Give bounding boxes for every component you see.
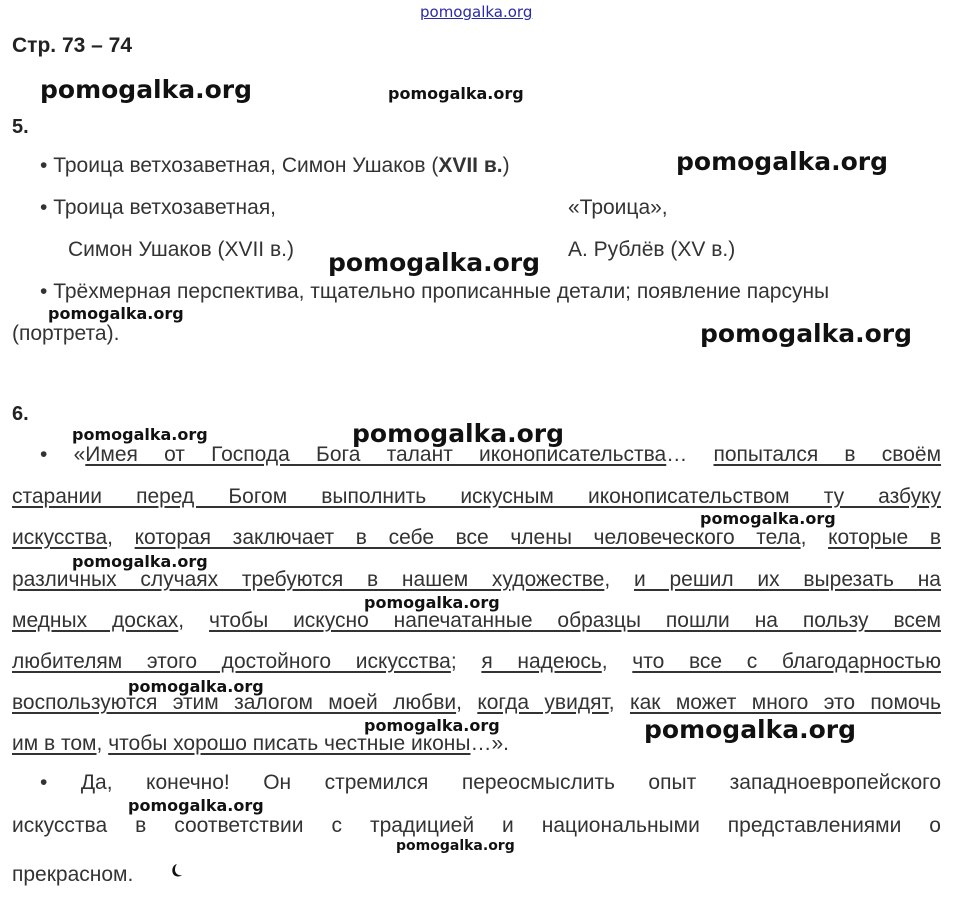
section-5-item-3-line-2: (портрета). bbox=[12, 322, 120, 345]
item-1-text: Троица ветхозаветная, Симон Ушаков ( bbox=[53, 154, 439, 177]
bullet: • bbox=[40, 443, 48, 466]
quote-line-5 bbox=[12, 609, 941, 633]
comma: , bbox=[604, 568, 611, 591]
watermark: pomogalka.org bbox=[364, 593, 500, 612]
item-1-bold: XVII в. bbox=[438, 154, 503, 177]
quote-fragment: которая заключает в себе все члены человеческого тела bbox=[134, 526, 801, 549]
watermark: pomogalka.org bbox=[72, 425, 208, 444]
section-5-item-2-right-line-2: А. Рублёв (XV в.) bbox=[568, 238, 736, 261]
quote-fragment: чтобы искусно напечатанные образцы пошли на пользу всем bbox=[209, 609, 941, 632]
section-6-number: 6. bbox=[12, 403, 29, 425]
section-5-item-2-left-line-1 bbox=[40, 196, 276, 220]
quote-line-6 bbox=[12, 650, 941, 674]
moon-icon-svg bbox=[168, 862, 184, 880]
quote-line-7 bbox=[12, 691, 941, 715]
quote-fragment: искусства bbox=[12, 526, 108, 549]
watermark: pomogalka.org bbox=[364, 716, 500, 735]
watermark: pomogalka.org bbox=[700, 509, 836, 528]
item-2-left-text: Троица ветхозаветная, bbox=[53, 196, 277, 219]
quote-fragment: любителям этого достойного искусства bbox=[12, 650, 451, 673]
watermark: pomogalka.org bbox=[328, 248, 541, 277]
answer-text: Да, конечно! Он стремился переосмыслить опыт западноевропейского bbox=[80, 771, 941, 794]
bullet: • bbox=[40, 771, 48, 794]
answer-line-3: прекрасном. bbox=[12, 863, 134, 886]
answer-line-1 bbox=[40, 771, 941, 795]
watermark: pomogalka.org bbox=[396, 838, 515, 854]
bullet: • bbox=[40, 196, 48, 219]
section-5-item-2-left-line-2: Симон Ушаков (XVII в.) bbox=[68, 238, 294, 261]
top-site-link[interactable]: pomogalka.org bbox=[420, 3, 533, 21]
ellipsis: … bbox=[666, 443, 688, 466]
comma: , bbox=[800, 526, 807, 549]
quote-line-2: старании перед Богом выполнить искусным иконописательством ту азбуку bbox=[12, 485, 941, 508]
quote-fragment: различных случаях требуются в нашем художестве bbox=[12, 568, 605, 591]
quote-line-3 bbox=[12, 526, 941, 550]
answer-line-2: искусства в соответствии с традицией и национальными представлениями о bbox=[12, 814, 941, 837]
comma: , bbox=[96, 732, 103, 755]
item-3-text: Трёхмерная перспектива, тщательно прописанные детали; появление парсуны bbox=[53, 280, 830, 303]
quote-fragment: попытался в своём bbox=[713, 443, 942, 466]
watermark: pomogalka.org bbox=[352, 419, 565, 448]
watermark: pomogalka.org bbox=[40, 75, 253, 104]
watermark: pomogalka.org bbox=[72, 552, 208, 571]
moon-icon bbox=[168, 862, 184, 886]
watermark: pomogalka.org bbox=[644, 715, 857, 744]
quote-fragment: когда увидят bbox=[477, 691, 609, 714]
quote-open: « bbox=[73, 443, 86, 466]
section-5-item-2-right-line-1: «Троица», bbox=[568, 196, 668, 219]
quote-fragment: что все с благодарностью bbox=[632, 650, 941, 673]
section-5-item-3-line-1 bbox=[40, 280, 829, 304]
section-5-number: 5. bbox=[12, 116, 29, 138]
watermark: pomogalka.org bbox=[128, 677, 264, 696]
watermark: pomogalka.org bbox=[700, 319, 913, 348]
quote-fragment: как может много это помочь bbox=[629, 691, 941, 714]
semicolon: ; bbox=[450, 650, 457, 673]
quote-line-1 bbox=[40, 443, 941, 467]
quote-fragment: воспользуются этим залогом моей любви bbox=[12, 691, 457, 714]
quote-close: …». bbox=[470, 732, 510, 755]
item-1-end: ) bbox=[502, 154, 510, 177]
quote-fragment: им в том bbox=[12, 732, 97, 755]
section-5-item-1 bbox=[40, 154, 510, 178]
watermark: pomogalka.org bbox=[128, 796, 264, 815]
quote-line-8 bbox=[12, 732, 509, 756]
quote-fragment: чтобы хорошо писать честные иконы bbox=[108, 732, 471, 755]
quote-fragment: я надеюсь bbox=[481, 650, 602, 673]
page-heading: Стр. 73 – 74 bbox=[12, 34, 133, 57]
comma: , bbox=[456, 691, 462, 714]
quote-fragment: которые в bbox=[828, 526, 942, 549]
quote-line-4 bbox=[12, 568, 941, 592]
comma: , bbox=[178, 609, 185, 632]
comma: , bbox=[601, 650, 608, 673]
quote-fragment: медных досках bbox=[12, 609, 179, 632]
quote-fragment: и решил их вырезать на bbox=[633, 568, 941, 591]
quote-fragment: Имея от Господа Бога талант иконописательства bbox=[85, 443, 667, 466]
comma: , bbox=[107, 526, 113, 549]
watermark: pomogalka.org bbox=[48, 304, 184, 323]
bullet: • bbox=[40, 154, 48, 177]
watermark: pomogalka.org bbox=[676, 147, 889, 176]
watermark: pomogalka.org bbox=[388, 84, 524, 103]
comma: , bbox=[608, 691, 615, 714]
bullet: • bbox=[40, 280, 48, 303]
